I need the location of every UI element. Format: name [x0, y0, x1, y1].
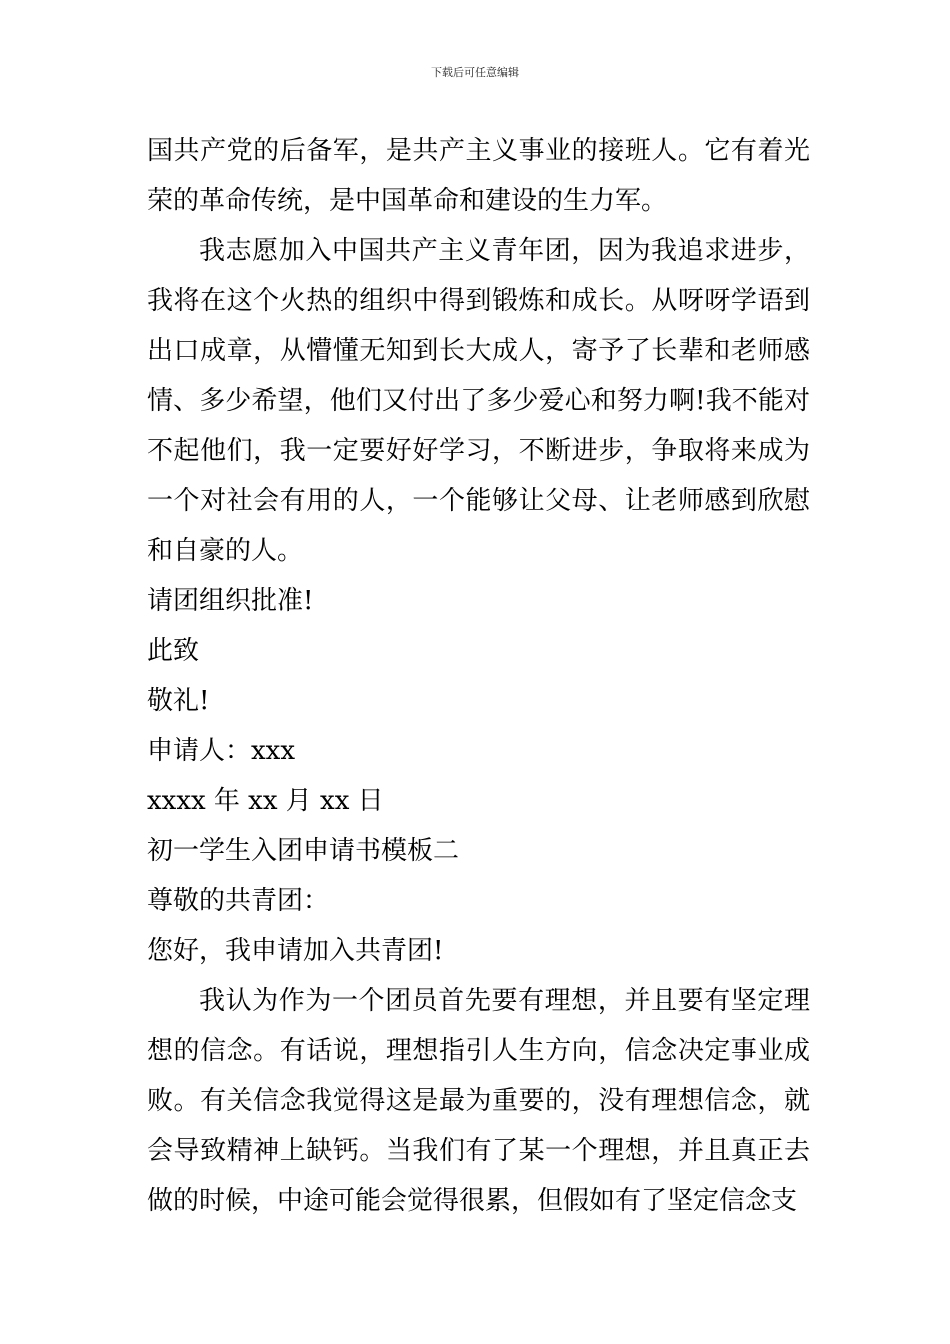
paragraph-continuation: 国共产党的后备军，是共产主义事业的接班人。它有着光荣的革命传统，是中国革命和建设的生力军。 [147, 136, 810, 216]
line-jingli: 敬礼! [147, 686, 210, 716]
document-body [147, 126, 810, 1226]
paragraph-motivation: 我志愿加入中国共产主义青年团，因为我追求进步，我将在这个火热的组织中得到锻炼和成长。从呀呀学语到出口成章，从懵懂无知到长大成人，寄予了长辈和老师感情、多少希望，他们又付出了多少爱心和努力啊!我不能对不起他们，我一定要好好学习，不断进步，争取将来成为一个对社会有用的人，一个能够让父母、让老师感到欣慰和自豪的人。 [147, 236, 810, 566]
paragraph-ideals: 我认为作为一个团员首先要有理想，并且要有坚定理想的信念。有话说，理想指引人生方向，信念决定事业成败。有关信念我觉得这是最为重要的，没有理想信念，就会导致精神上缺钙。当我们有了某一个理想，并且真正去做的时候，中途可能会觉得很累，但假如有了坚定信念支 [147, 986, 810, 1216]
line-date: xxxx 年 xx 月 xx 日 [147, 786, 384, 816]
section-title: 初一学生入团申请书模板二 [147, 836, 460, 866]
page-header: 下载后可任意编辑 [431, 66, 519, 79]
line-cizhi: 此致 [147, 636, 200, 666]
line-approve-request: 请团组织批准! [147, 586, 314, 616]
line-applicant: 申请人：xxx [147, 736, 295, 766]
line-greeting: 您好，我申请加入共青团! [147, 936, 444, 966]
line-salutation: 尊敬的共青团： [147, 886, 330, 916]
